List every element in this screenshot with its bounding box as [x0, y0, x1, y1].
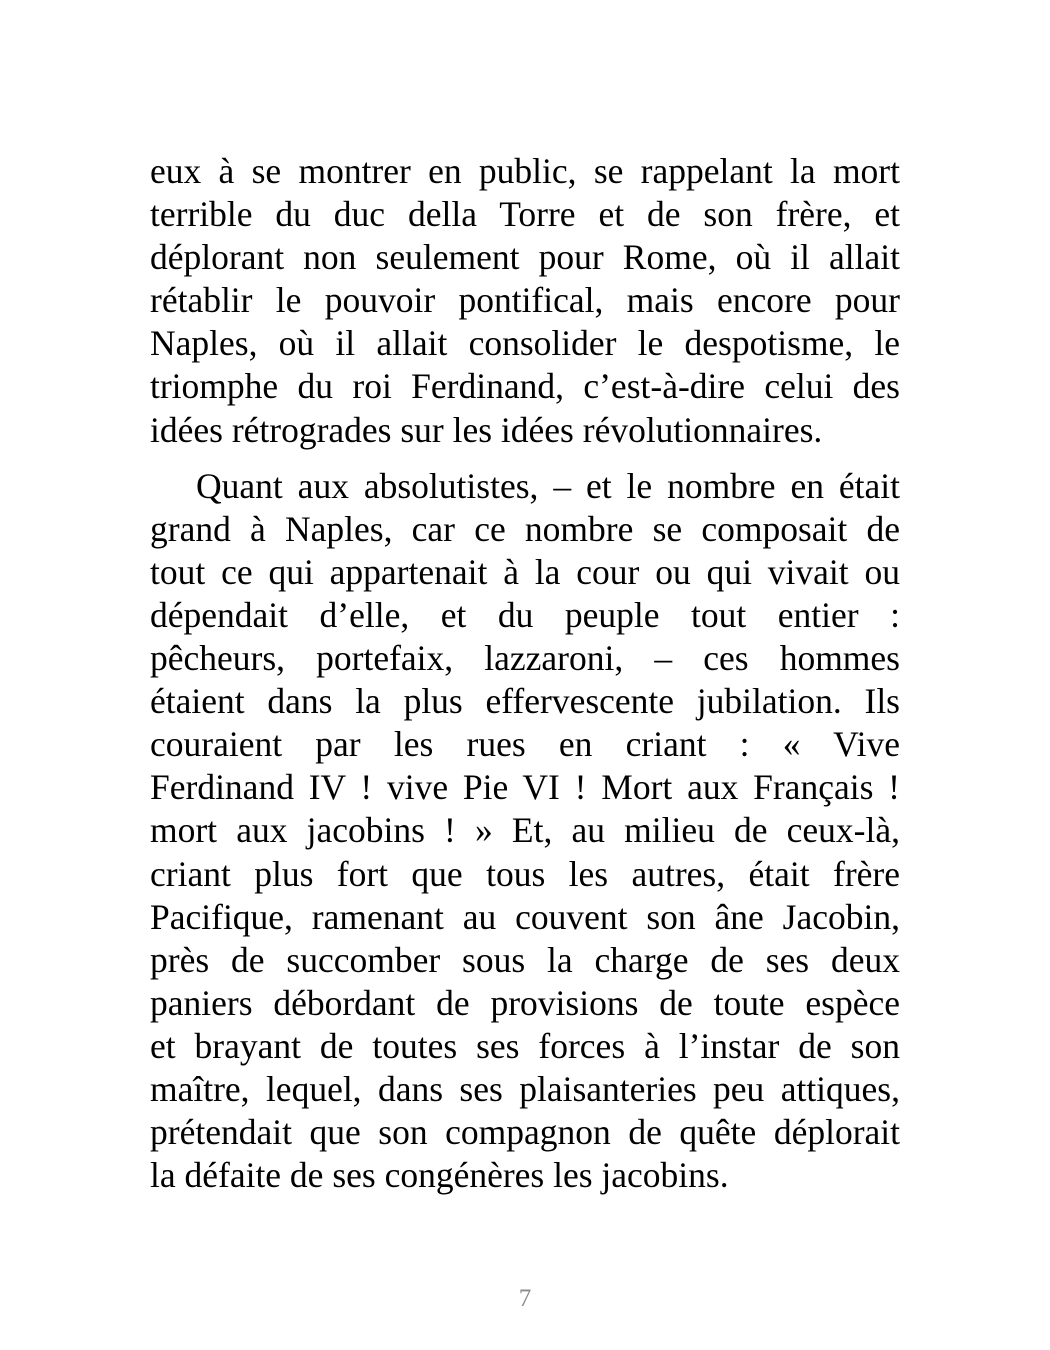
text-line: couraient par les rues en criant : « Vive	[150, 724, 900, 765]
text-line: dépendait d’elle, et du peuple tout entier :	[150, 594, 900, 635]
text-line: et brayant de toutes ses forces à l’instar de son	[150, 1025, 900, 1066]
text-line: pêcheurs, portefaix, lazzaroni, – ces hommes	[150, 638, 900, 679]
text-line: triomphe du roi Ferdinand, c’est-à-dire celui des	[150, 366, 900, 407]
paragraph-spacing	[150, 452, 900, 465]
text-line: terrible du duc della Torre et de son frère, et	[150, 194, 900, 235]
body-text	[150, 150, 900, 1197]
text-line: grand à Naples, car ce nombre se composait de	[150, 508, 900, 549]
text-line: étaient dans la plus effervescente jubilation. Ils	[150, 681, 900, 722]
text-line: paniers débordant de provisions de toute espèce	[150, 982, 900, 1023]
text-line: Quant aux absolutistes, – et le nombre en était	[196, 465, 900, 506]
text-line: Ferdinand IV ! vive Pie VI ! Mort aux Français !	[150, 767, 900, 808]
text-line: tout ce qui appartenait à la cour ou qui vivait ou	[150, 551, 900, 592]
paragraph-1	[150, 150, 900, 452]
text-line: rétablir le pouvoir pontifical, mais encore pour	[150, 280, 900, 321]
text-line: idées rétrogrades sur les idées révolutionnaires.	[150, 409, 823, 450]
text-line: près de succomber sous la charge de ses deux	[150, 939, 900, 980]
text-line: prétendait que son compagnon de quête déplorait	[150, 1112, 900, 1153]
text-line: mort aux jacobins ! » Et, au milieu de ceux-là,	[150, 810, 900, 851]
text-line: maître, lequel, dans ses plaisanteries peu attiques,	[150, 1068, 900, 1109]
text-line: la défaite de ses congénères les jacobins.	[150, 1155, 729, 1196]
paragraph-2	[150, 465, 900, 1198]
page-number: 7	[518, 1285, 532, 1312]
text-line: Pacifique, ramenant au couvent son âne Jacobin,	[150, 896, 900, 937]
text-line: Naples, où il allait consolider le despotisme, le	[150, 323, 900, 364]
text-line: déplorant non seulement pour Rome, où il allait	[150, 237, 900, 278]
text-line: eux à se montrer en public, se rappelant la mort	[150, 151, 900, 191]
text-line: criant plus fort que tous les autres, était frère	[150, 853, 900, 894]
